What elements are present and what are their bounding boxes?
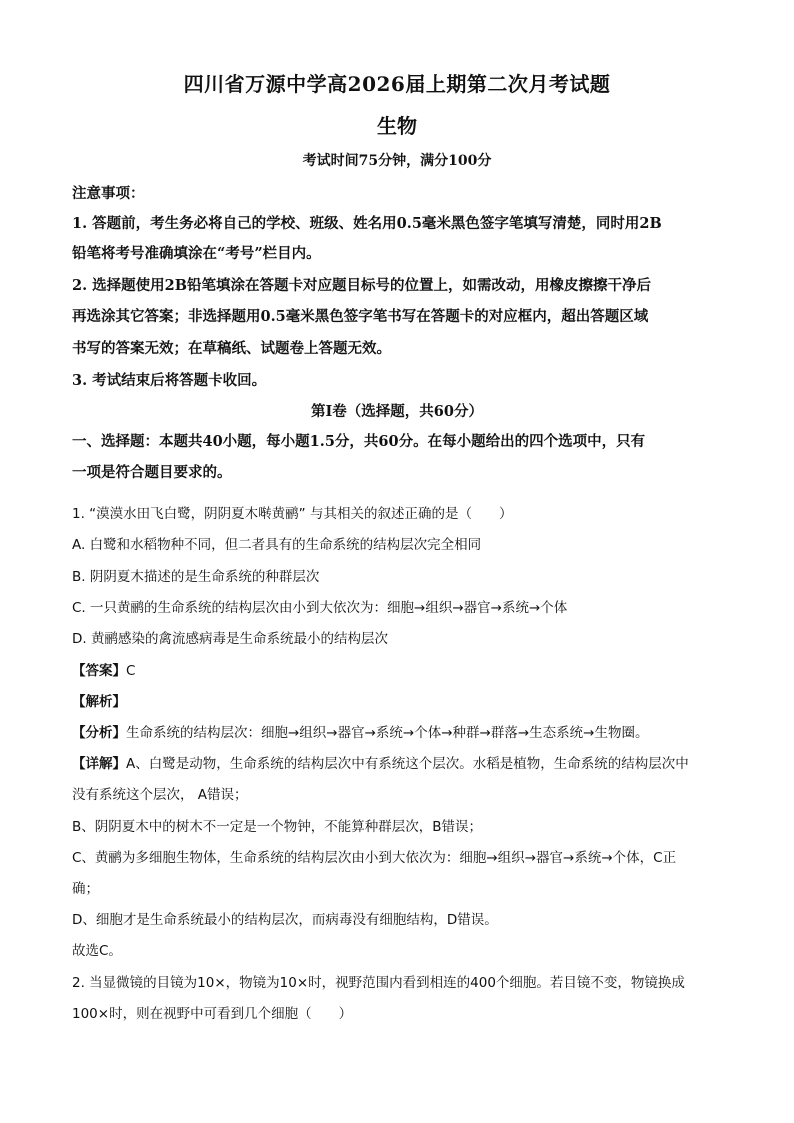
notice-item-1-line-2: 铅笔将考号准确填涂在“考号”栏目内。 [72,245,321,262]
notice-item-3: 3. 考试结束后将答题卡收回。 [72,372,267,389]
fenxi-line [72,721,728,741]
question-1-option-c: C. 一只黄鹂的生命系统的结构层次由小到大依次为：细胞→组织→器官→系统→个体 [72,600,568,616]
detail-b: B、阴阴夏木中的树木不一定是一个物钟，不能算种群层次，B错误； [72,819,483,835]
analysis-tag [72,690,728,710]
analysis-label: 【解析】 [72,694,126,710]
conclusion: 故选C。 [72,943,122,959]
answer-tag: 【答案】 [72,663,126,679]
fenxi-tag: 【分析】 [72,725,126,741]
detail-line-2: 没有系统这个层次， A错误； [72,787,248,803]
question-1-stem: 1. “漠漠水田飞白鹭，阴阴夏木啭黄鹂” 与其相关的叙述正确的是（ ） [72,506,513,522]
detail-line-1 [72,752,728,772]
question-2-stem-line-1: 2. 当显微镜的目镜为10×，物镜为10×时，视野范围内看到相连的400个细胞。若目镜不变，物镜换成 [72,975,685,991]
detail-c-line-2: 确； [72,881,99,897]
notice-heading: 注意事项： [72,185,145,202]
section-instruction-line-1: 一、选择题：本题共40小题，每小题1.5分，共60分。在每小题给出的四个选项中，只有 [72,433,646,450]
notice-item-2-line-3: 书写的答案无效；在草稿纸、试题卷上答题无效。 [72,340,391,357]
answer-line [72,659,728,679]
notice-item-1-line-1: 1. 答题前，考生务必将自己的学校、班级、姓名用0.5毫米黑色签字笔填写清楚，同时用2B [72,215,662,232]
question-2-stem-line-2: 100×时，则在视野中可看到几个细胞（ ） [72,1006,353,1022]
section-instruction-line-2: 一项是符合题目要求的。 [72,464,232,481]
exam-info: 考试时间75分钟，满分100分 [302,153,492,169]
exam-title: 四川省万源中学高2026届上期第二次月考试题 [183,72,611,96]
question-1-option-a: A. 白鹭和水稻物种不同，但二者具有的生命系统的结构层次完全相同 [72,537,482,553]
section-title: 第Ⅰ卷（选择题，共60分） [311,403,483,420]
answer-value: C [126,663,136,679]
detail-text-1: A、白鹭是动物，生命系统的结构层次中有系统这个层次。水稻是植物，生命系统的结构层次中 [126,756,689,772]
notice-item-2-line-1: 2. 选择题使用2B铅笔填涂在答题卡对应题目标号的位置上，如需改动，用橡皮擦擦干净后 [72,277,652,294]
detail-tag: 【详解】 [72,756,126,772]
notice-item-2-line-2: 再选涂其它答案；非选择题用0.5毫米黑色签字笔书写在答题卡的对应框内，超出答题区域 [72,308,649,325]
question-1-option-d: D. 黄鹂感染的禽流感病毒是生命系统最小的结构层次 [72,631,388,647]
subject-title: 生物 [377,114,417,138]
detail-d: D、细胞才是生命系统最小的结构层次，而病毒没有细胞结构，D错误。 [72,912,498,928]
detail-c-line-1: C、黄鹂为多细胞生物体，生命系统的结构层次由小到大依次为：细胞→组织→器官→系统→个体，C正 [72,850,677,866]
question-1-option-b: B. 阴阴夏木描述的是生命系统的种群层次 [72,569,320,585]
fenxi-text: 生命系统的结构层次：细胞→组织→器官→系统→个体→种群→群落→生态系统→生物圈。 [126,725,649,741]
